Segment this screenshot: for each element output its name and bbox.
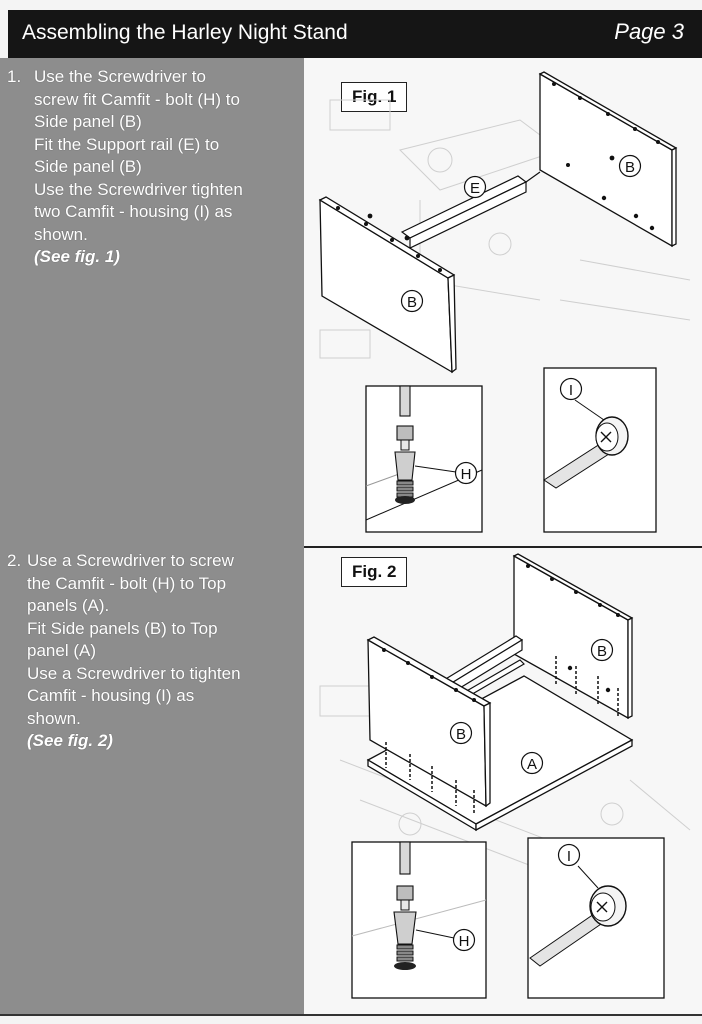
inset-camfit-housing [544,368,656,532]
step-number: 2. [7,551,22,570]
part-label-h: H [460,466,472,483]
step-line: Fit Side panels (B) to Top [27,618,218,638]
bottom-rule [0,1014,702,1016]
figure-reference: (See fig. 1) [34,247,120,266]
step-line: shown. [27,708,81,728]
figure-2-drawing [304,548,702,1014]
part-label-i: I [568,382,574,399]
step-line: Camfit - housing (I) as [27,686,195,705]
step-line: Use the Screwdriver tighten [34,179,243,199]
inset-camfit-bolt [352,842,486,998]
step-line: Side panel (B) [34,157,142,176]
part-label-b: B [455,726,467,743]
figure-reference: (See fig. 2) [27,731,113,750]
side-panel-b-rear [540,72,676,246]
step-line: Side panel (B) [34,112,142,131]
step-line: Use a Screwdriver to tighten [27,663,241,683]
page-number: Page 3 [614,19,684,44]
part-label-b: B [624,159,636,176]
step-number: 1. [7,67,22,86]
part-label-a: A [526,756,538,773]
step-text [27,550,297,753]
figure-2-label: Fig. 2 [341,557,407,587]
inset-camfit-housing [528,838,664,998]
step-line: the Camfit - bolt (H) to Top [27,573,227,593]
figure-1-label: Fig. 1 [341,82,407,112]
step-line: two Camfit - housing (I) as [34,202,233,221]
inset-camfit-bolt [366,386,482,532]
step-line: panels (A). [27,596,110,615]
step-line: shown. [34,224,88,244]
document-title: Assembling the Harley Night Stand [22,21,348,44]
step-line: screw fit Camfit - bolt (H) to [34,89,240,109]
step-line: Use the Screwdriver to [34,67,206,86]
part-label-e: E [469,180,481,197]
part-label-b: B [406,294,418,311]
part-label-h: H [458,933,470,950]
step-line: Use a Screwdriver to screw [27,551,234,570]
step-line: panel (A) [27,641,96,660]
page-header [8,10,702,58]
step-text [34,66,304,269]
part-label-b: B [596,643,608,660]
part-label-i: I [566,848,572,865]
figure-1-drawing [304,58,702,546]
step-line: Fit the Support rail (E) to [34,134,220,154]
